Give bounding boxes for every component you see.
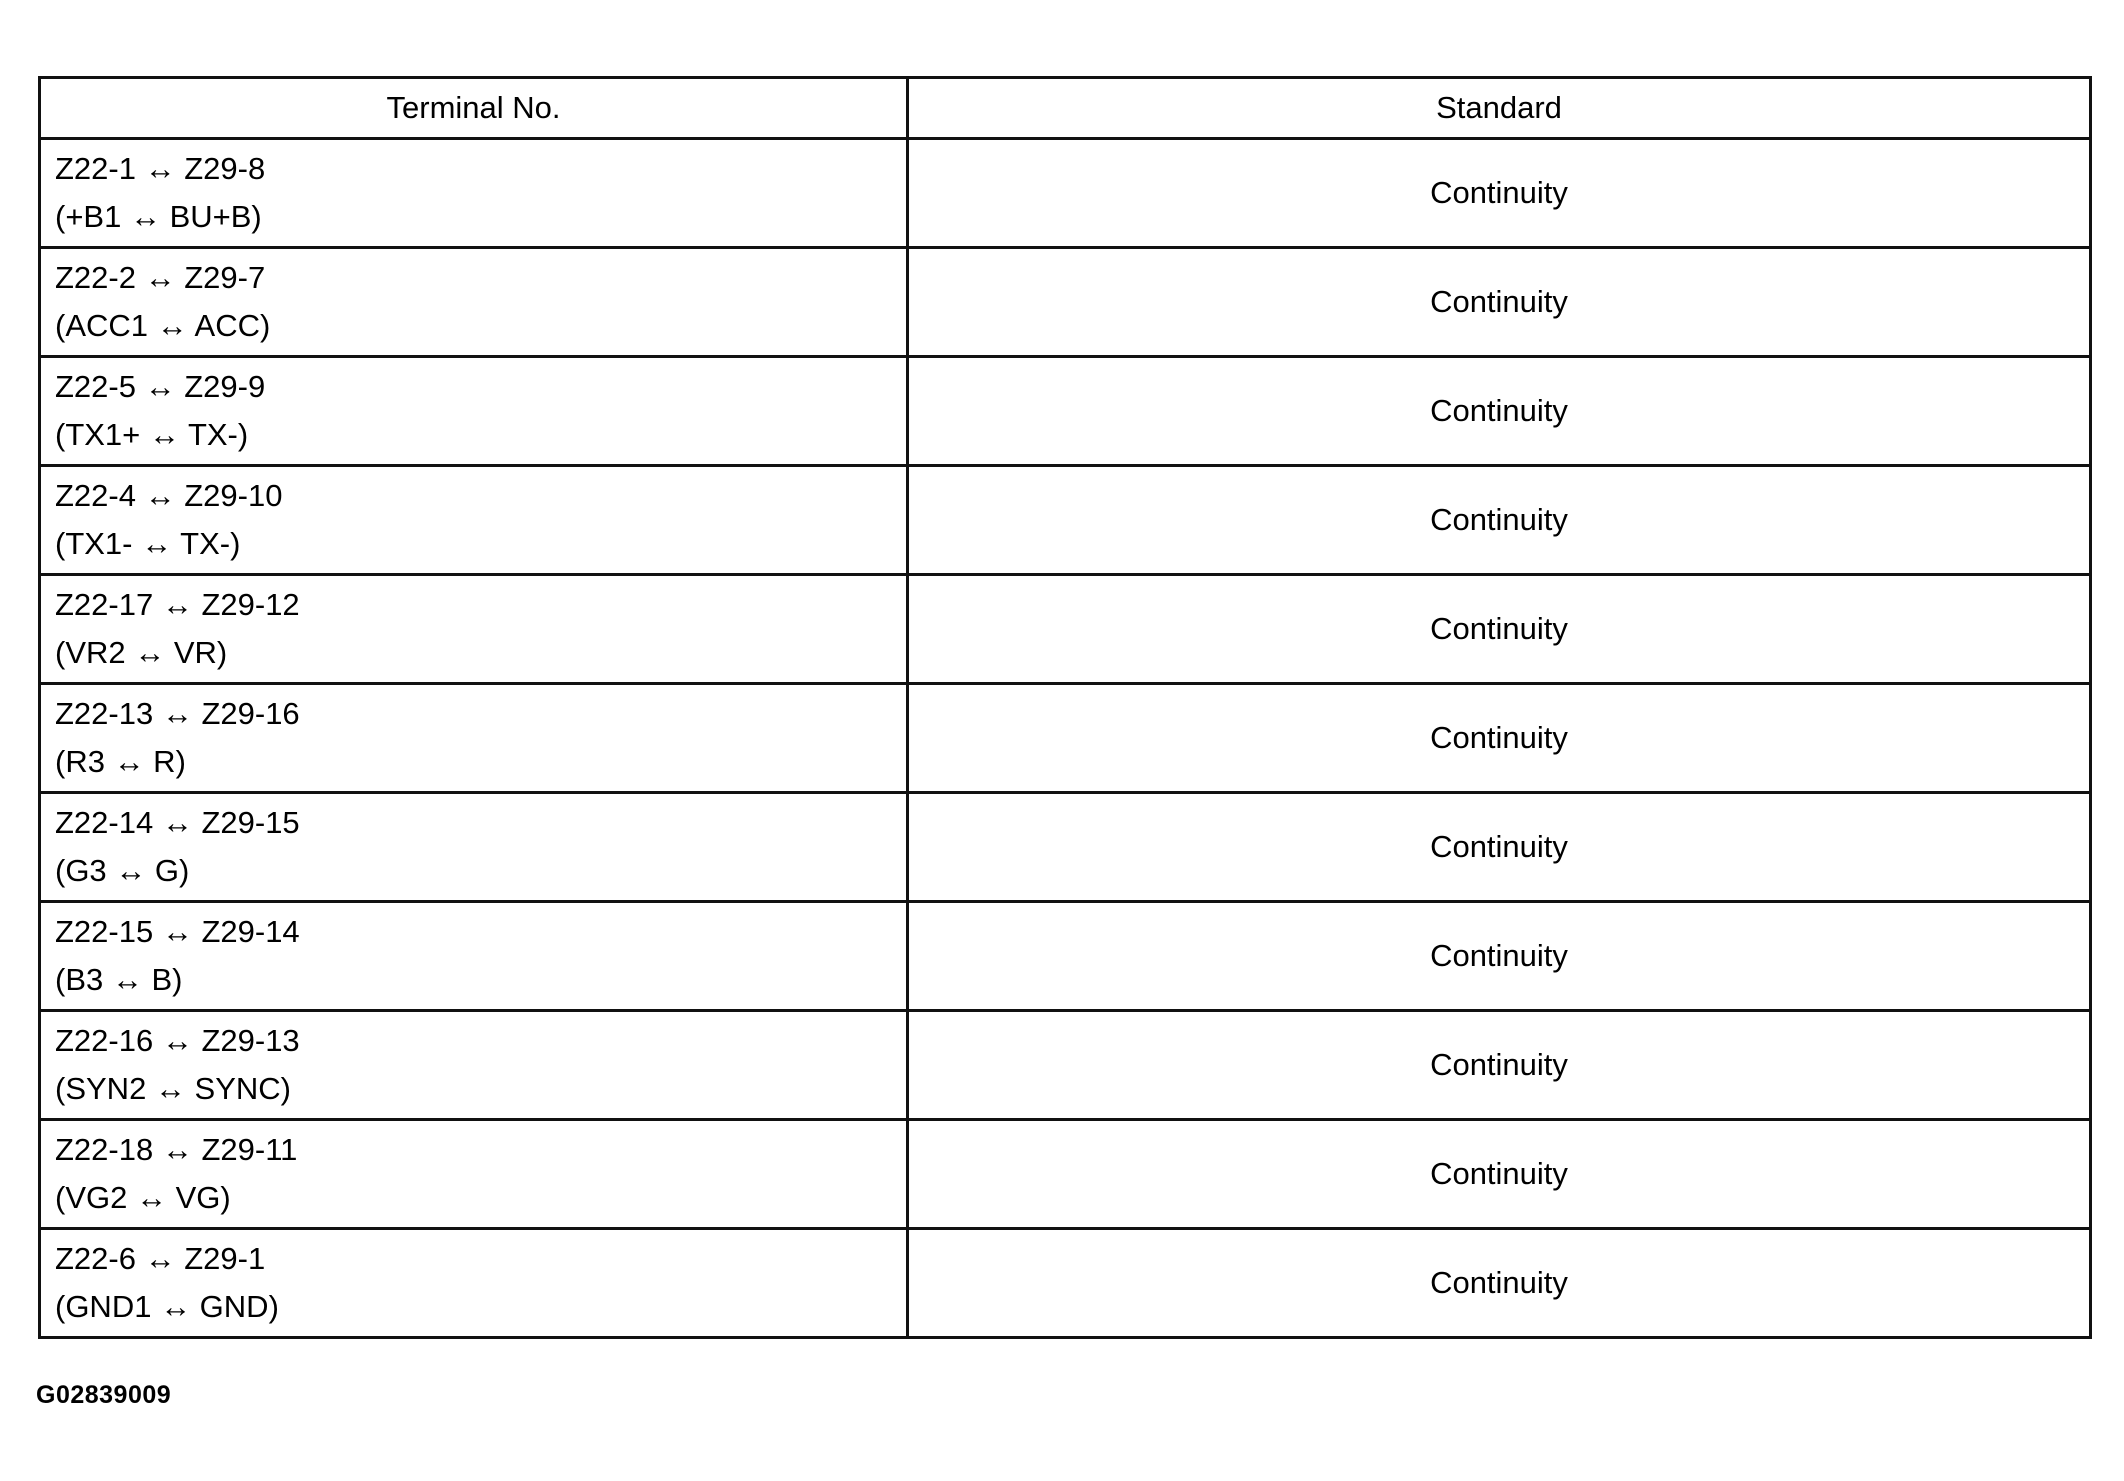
terminal-pins: Z22-1 ↔ Z29-8 — [55, 151, 266, 186]
standard-cell: Continuity — [908, 357, 2091, 466]
table-row — [40, 357, 2091, 466]
terminal-signals: (VG2 ↔ VG) — [55, 1180, 231, 1215]
terminal-signals: (TX1+ ↔ TX-) — [55, 417, 249, 452]
standard-cell: Continuity — [908, 139, 2091, 248]
table-row — [40, 139, 2091, 248]
terminal-pins: Z22-15 ↔ Z29-14 — [55, 914, 300, 949]
standard-cell: Continuity — [908, 902, 2091, 1011]
terminal-pins: Z22-17 ↔ Z29-12 — [55, 587, 300, 622]
terminal-cell — [40, 139, 908, 248]
table-row — [40, 1120, 2091, 1229]
table-row — [40, 1011, 2091, 1120]
terminal-signals: (B3 ↔ B) — [55, 962, 183, 997]
terminal-cell — [40, 1011, 908, 1120]
terminal-cell — [40, 902, 908, 1011]
terminal-pins: Z22-2 ↔ Z29-7 — [55, 260, 266, 295]
terminal-pins: Z22-4 ↔ Z29-10 — [55, 478, 283, 513]
table-row — [40, 1229, 2091, 1338]
standard-cell: Continuity — [908, 575, 2091, 684]
terminal-pins: Z22-13 ↔ Z29-16 — [55, 696, 300, 731]
terminal-signals: (TX1- ↔ TX-) — [55, 526, 241, 561]
terminal-signals: (ACC1 ↔ ACC) — [55, 308, 271, 343]
terminal-pins: Z22-5 ↔ Z29-9 — [55, 369, 266, 404]
terminal-signals: (GND1 ↔ GND) — [55, 1289, 279, 1324]
terminal-signals: (G3 ↔ G) — [55, 853, 190, 888]
terminal-cell — [40, 466, 908, 575]
table-row — [40, 248, 2091, 357]
table-row — [40, 902, 2091, 1011]
standard-header: Standard — [908, 78, 2091, 139]
continuity-table — [38, 76, 2092, 1339]
standard-cell: Continuity — [908, 1120, 2091, 1229]
terminal-cell — [40, 1229, 908, 1338]
standard-cell: Continuity — [908, 793, 2091, 902]
terminal-pins: Z22-6 ↔ Z29-1 — [55, 1241, 266, 1276]
terminal-pins: Z22-16 ↔ Z29-13 — [55, 1023, 300, 1058]
terminal-cell — [40, 575, 908, 684]
terminal-cell — [40, 793, 908, 902]
terminal-pins: Z22-18 ↔ Z29-11 — [55, 1132, 298, 1167]
table-row — [40, 684, 2091, 793]
terminal-signals: (VR2 ↔ VR) — [55, 635, 228, 670]
terminal-cell — [40, 1120, 908, 1229]
standard-cell: Continuity — [908, 1229, 2091, 1338]
terminal-pins: Z22-14 ↔ Z29-15 — [55, 805, 300, 840]
terminal-cell — [40, 684, 908, 793]
table-row — [40, 575, 2091, 684]
table-header-row — [40, 78, 2091, 139]
terminal-cell — [40, 357, 908, 466]
standard-cell: Continuity — [908, 466, 2091, 575]
standard-cell: Continuity — [908, 248, 2091, 357]
table-row — [40, 466, 2091, 575]
table-row — [40, 793, 2091, 902]
standard-cell: Continuity — [908, 684, 2091, 793]
spec-sheet — [38, 76, 2089, 1339]
figure-id: G02839009 — [36, 1381, 172, 1409]
terminal-signals: (+B1 ↔ BU+B) — [55, 199, 262, 234]
terminal-header: Terminal No. — [40, 78, 908, 139]
standard-cell: Continuity — [908, 1011, 2091, 1120]
terminal-signals: (R3 ↔ R) — [55, 744, 186, 779]
terminal-cell — [40, 248, 908, 357]
terminal-signals: (SYN2 ↔ SYNC) — [55, 1071, 291, 1106]
